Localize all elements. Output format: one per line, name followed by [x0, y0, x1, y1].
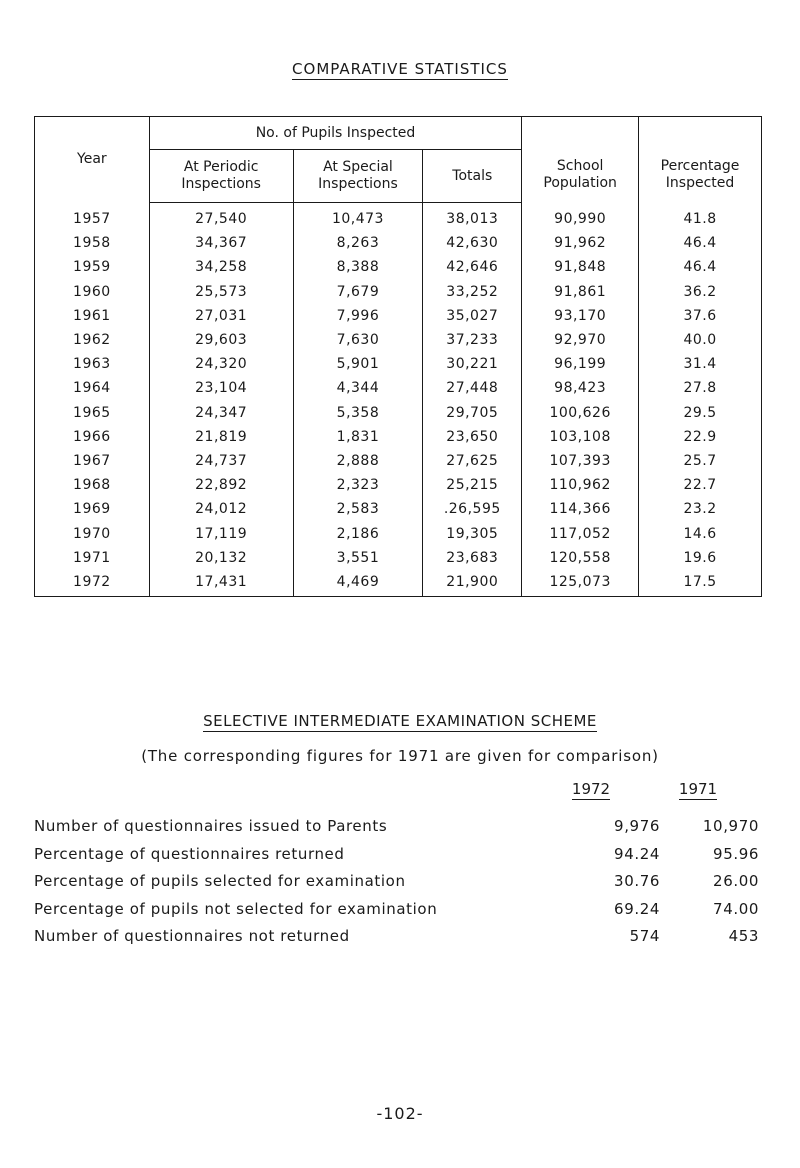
comparative-statistics-table — [34, 116, 762, 597]
periodic-cell: 27,031 — [149, 304, 293, 328]
special-cell: 8,388 — [293, 255, 423, 279]
header-year: Year — [35, 117, 150, 203]
special-cell: 5,358 — [293, 401, 423, 425]
totals-cell: 38,013 — [423, 203, 522, 232]
table-row — [35, 570, 762, 597]
table-row — [35, 376, 762, 400]
selective-exam-title: SELECTIVE INTERMEDIATE EXAMINATION SCHEME — [203, 712, 597, 730]
totals-cell: 37,233 — [423, 328, 522, 352]
table-row — [35, 546, 762, 570]
table-row — [35, 521, 762, 545]
table-row — [35, 401, 762, 425]
periodic-cell: 21,819 — [149, 425, 293, 449]
periodic-cell: 27,540 — [149, 203, 293, 232]
percentage-cell: 23.2 — [639, 497, 762, 521]
population-cell: 91,848 — [522, 255, 639, 279]
totals-cell: 25,215 — [423, 473, 522, 497]
periodic-cell: 23,104 — [149, 376, 293, 400]
percentage-cell: 41.8 — [639, 203, 762, 232]
periodic-cell: 29,603 — [149, 328, 293, 352]
special-cell: 2,583 — [293, 497, 423, 521]
year-cell: 1960 — [35, 280, 150, 304]
value-1971: 26.00 — [713, 872, 759, 890]
totals-cell: 27,448 — [423, 376, 522, 400]
periodic-cell: 24,012 — [149, 497, 293, 521]
population-cell: 107,393 — [522, 449, 639, 473]
header-special-inspections: At Special Inspections — [293, 150, 423, 203]
year-cell: 1969 — [35, 497, 150, 521]
percentage-cell: 27.8 — [639, 376, 762, 400]
year-cell: 1970 — [35, 521, 150, 545]
population-cell: 91,861 — [522, 280, 639, 304]
comparison-row — [34, 927, 759, 949]
table-row — [35, 231, 762, 255]
percentage-cell: 14.6 — [639, 521, 762, 545]
totals-cell: 21,900 — [423, 570, 522, 597]
header-periodic-inspections: At Periodic Inspections — [149, 150, 293, 203]
percentage-cell: 46.4 — [639, 231, 762, 255]
population-cell: 110,962 — [522, 473, 639, 497]
periodic-cell: 25,573 — [149, 280, 293, 304]
value-1972: 94.24 — [614, 844, 660, 863]
totals-cell: 23,650 — [423, 425, 522, 449]
header-pupils-inspected: No. of Pupils Inspected — [149, 117, 521, 150]
totals-cell: 23,683 — [423, 546, 522, 570]
value-1972: 30.76 — [614, 872, 660, 890]
percentage-cell: 37.6 — [639, 304, 762, 328]
year-cell: 1971 — [35, 546, 150, 570]
totals-cell: 35,027 — [423, 304, 522, 328]
periodic-cell: 34,367 — [149, 231, 293, 255]
percentage-cell: 40.0 — [639, 328, 762, 352]
percentage-cell: 25.7 — [639, 449, 762, 473]
value-1972: 574 — [629, 927, 660, 945]
population-cell: 103,108 — [522, 425, 639, 449]
periodic-cell: 17,119 — [149, 521, 293, 545]
population-cell: 93,170 — [522, 304, 639, 328]
periodic-cell: 24,347 — [149, 401, 293, 425]
table-row — [35, 449, 762, 473]
year-cell: 1963 — [35, 352, 150, 376]
comparison-label: Percentage of questionnaires returned — [34, 844, 345, 863]
comparison-label: Number of questionnaires issued to Parents — [34, 817, 388, 835]
periodic-cell: 24,737 — [149, 449, 293, 473]
population-cell: 91,962 — [522, 231, 639, 255]
column-header-1971: 1971 — [678, 780, 718, 798]
value-1971: 74.00 — [713, 899, 759, 918]
comparison-label: Percentage of pupils selected for examination — [34, 872, 406, 890]
population-cell: 92,970 — [522, 328, 639, 352]
population-cell: 98,423 — [522, 376, 639, 400]
periodic-cell: 20,132 — [149, 546, 293, 570]
population-cell: 96,199 — [522, 352, 639, 376]
year-cell: 1965 — [35, 401, 150, 425]
periodic-cell: 17,431 — [149, 570, 293, 597]
totals-cell: 19,305 — [423, 521, 522, 545]
comparison-row — [34, 817, 759, 839]
year-cell: 1962 — [35, 328, 150, 352]
year-cell: 1967 — [35, 449, 150, 473]
population-cell: 117,052 — [522, 521, 639, 545]
periodic-cell: 34,258 — [149, 255, 293, 279]
totals-cell: 42,646 — [423, 255, 522, 279]
year-cell: 1957 — [35, 203, 150, 232]
population-cell: 90,990 — [522, 203, 639, 232]
special-cell: 4,344 — [293, 376, 423, 400]
table-row — [35, 280, 762, 304]
special-cell: 7,679 — [293, 280, 423, 304]
header-percentage-inspected: Percentage Inspected — [639, 117, 762, 203]
header-school-population: School Population — [522, 117, 639, 203]
special-cell: 10,473 — [293, 203, 423, 232]
year-cell: 1972 — [35, 570, 150, 597]
table-row — [35, 328, 762, 352]
table-row — [35, 203, 762, 232]
population-cell: 125,073 — [522, 570, 639, 597]
special-cell: 7,630 — [293, 328, 423, 352]
comparison-row — [34, 844, 759, 867]
year-cell: 1968 — [35, 473, 150, 497]
population-cell: 100,626 — [522, 401, 639, 425]
column-header-1972: 1972 — [571, 780, 611, 798]
year-cell: 1961 — [35, 304, 150, 328]
special-cell: 7,996 — [293, 304, 423, 328]
population-cell: 114,366 — [522, 497, 639, 521]
table-row — [35, 255, 762, 279]
comparison-row — [34, 872, 759, 894]
year-cell: 1958 — [35, 231, 150, 255]
special-cell: 2,323 — [293, 473, 423, 497]
periodic-cell: 22,892 — [149, 473, 293, 497]
value-1971: 95.96 — [713, 844, 759, 863]
totals-cell: 33,252 — [423, 280, 522, 304]
table-row — [35, 497, 762, 521]
special-cell: 2,186 — [293, 521, 423, 545]
value-1971: 10,970 — [702, 817, 759, 835]
year-cell: 1966 — [35, 425, 150, 449]
special-cell: 4,469 — [293, 570, 423, 597]
year-cell: 1964 — [35, 376, 150, 400]
totals-cell: 27,625 — [423, 449, 522, 473]
percentage-cell: 22.9 — [639, 425, 762, 449]
percentage-cell: 46.4 — [639, 255, 762, 279]
population-cell: 120,558 — [522, 546, 639, 570]
table-row — [35, 304, 762, 328]
totals-cell: 30,221 — [423, 352, 522, 376]
value-1971: 453 — [728, 927, 759, 945]
table-row — [35, 425, 762, 449]
page-number: -102- — [376, 1104, 424, 1123]
year-cell: 1959 — [35, 255, 150, 279]
percentage-cell: 31.4 — [639, 352, 762, 376]
comparison-label: Number of questionnaires not returned — [34, 927, 350, 945]
page-title: COMPARATIVE STATISTICS — [292, 60, 508, 78]
totals-cell: 42,630 — [423, 231, 522, 255]
value-1972: 9,976 — [614, 817, 660, 835]
percentage-cell: 17.5 — [639, 570, 762, 597]
comparison-row — [34, 899, 759, 922]
percentage-cell: 22.7 — [639, 473, 762, 497]
totals-cell: .26,595 — [423, 497, 522, 521]
percentage-cell: 29.5 — [639, 401, 762, 425]
special-cell: 8,263 — [293, 231, 423, 255]
special-cell: 1,831 — [293, 425, 423, 449]
percentage-cell: 36.2 — [639, 280, 762, 304]
special-cell: 2,888 — [293, 449, 423, 473]
value-1972: 69.24 — [614, 899, 660, 918]
table-row — [35, 473, 762, 497]
comparison-label: Percentage of pupils not selected for examination — [34, 899, 438, 918]
percentage-cell: 19.6 — [639, 546, 762, 570]
header-totals: Totals — [423, 150, 522, 203]
table-row — [35, 352, 762, 376]
selective-exam-subtitle: (The corresponding figures for 1971 are given for comparison) — [141, 747, 659, 765]
totals-cell: 29,705 — [423, 401, 522, 425]
special-cell: 5,901 — [293, 352, 423, 376]
periodic-cell: 24,320 — [149, 352, 293, 376]
special-cell: 3,551 — [293, 546, 423, 570]
